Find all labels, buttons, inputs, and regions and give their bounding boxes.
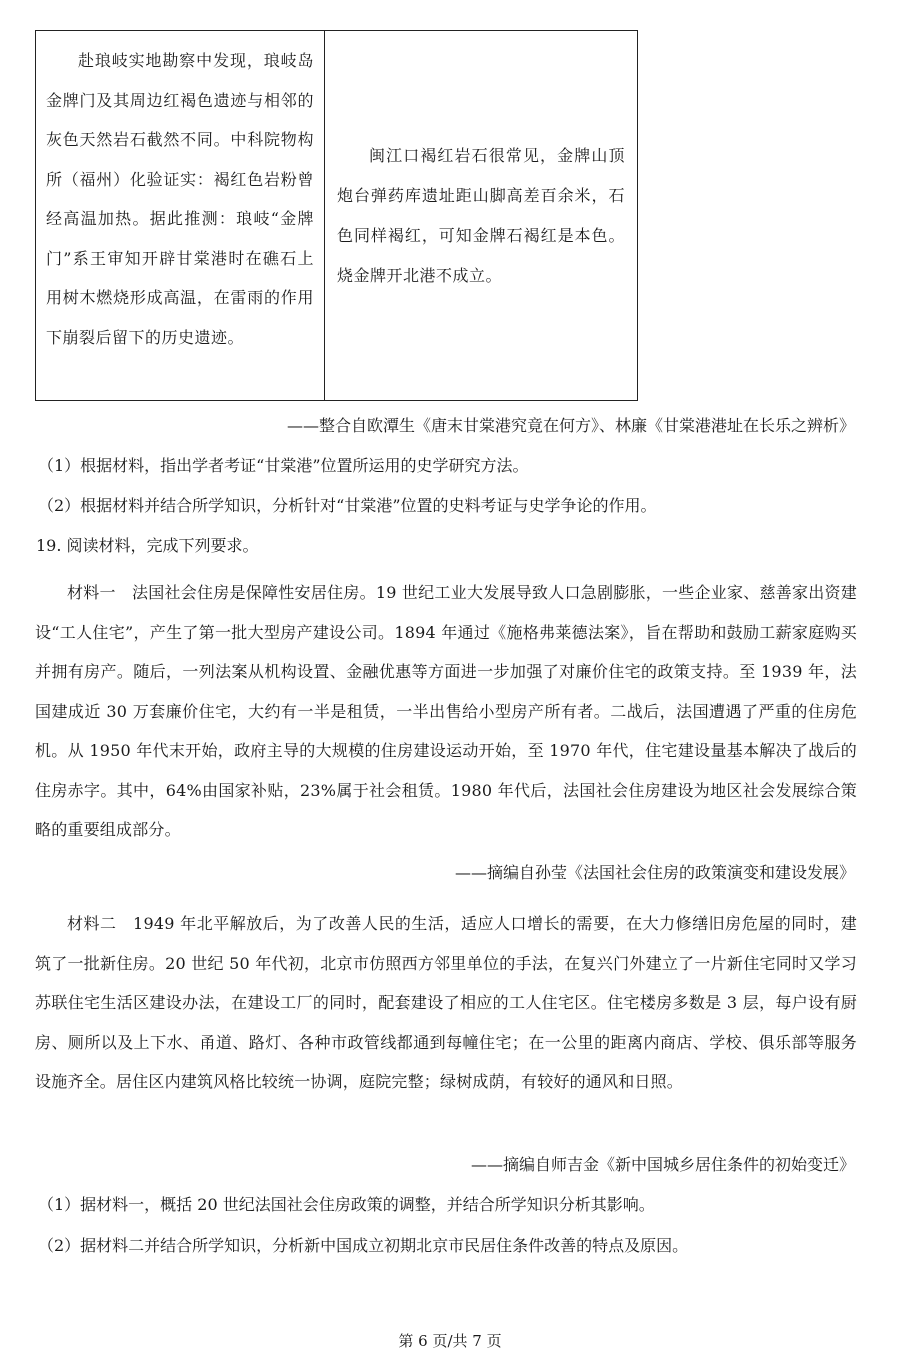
material-1 — [35, 573, 857, 850]
table-left-text: 赴琅岐实地勘察中发现，琅岐岛金牌门及其周边红褐色遗迹与相邻的灰色天然岩石截然不同。中科院物构所（福州）化验证实：褐红色岩粉曾经高温加热。据此推测：琅岐“金牌门”系王审知开辟甘棠港时在礁石上用树木燃烧形成高温，在雷雨的作用下崩裂后留下的历史遗迹。 — [46, 51, 314, 347]
table-right-cell — [325, 31, 637, 400]
source-citation-2: ——摘编自孙莹《法国社会住房的政策演变和建设发展》 — [454, 863, 855, 882]
question-18-1: （1）根据材料，指出学者考证“甘棠港”位置所运用的史学研究方法。 — [38, 456, 529, 475]
material-2-text: 材料二 1949 年北平解放后，为了改善人民的生活，适应人口增长的需要，在大力修缮旧房危屋的同时，建筑了一批新住房。20 世纪 50 年代初，北京市仿照西方邻里单位的手法，在复兴门外建立了一片新住宅同时又学习苏联住宅生活区建设办法，在建设工厂的同时，配套建设了相应的工人住宅区。住宅楼房多数是 3 层，每户设有厨房、厕所以及上下水、甬道、路灯、各种市政管线都通到每幢住宅；在一公里的距离内商店、学校、俱乐部等服务设施齐全。居住区内建筑风格比较统一协调，庭院完整；绿树成荫，有较好的通风和日照。 — [35, 914, 857, 1091]
question-19-2: （2）据材料二并结合所学知识，分析新中国成立初期北京市民居住条件改善的特点及原因。 — [38, 1236, 689, 1255]
question-19-1: （1）据材料一，概括 20 世纪法国社会住房政策的调整，并结合所学知识分析其影响。 — [38, 1195, 655, 1214]
material-2 — [35, 904, 857, 1102]
source-citation-1: ——整合自欧潭生《唐末甘棠港究竟在何方》、林廉《甘棠港港址在长乐之辨析》 — [286, 416, 855, 435]
question-19-title: 19. 阅读材料，完成下列要求。 — [36, 536, 259, 555]
table-right-text: 闽江口褐红岩石很常见，金牌山顶炮台弹药库遗址距山脚高差百余米，石色同样褐红，可知金牌石褐红是本色。烧金牌开北港不成立。 — [337, 145, 625, 285]
comparison-table — [35, 30, 638, 401]
source-citation-3: ——摘编自师吉金《新中国城乡居住条件的初始变迁》 — [470, 1155, 855, 1174]
question-18-2: （2）根据材料并结合所学知识，分析针对“甘棠港”位置的史料考证与史学争论的作用。 — [38, 496, 657, 515]
page-footer: 第 6 页/共 7 页 — [398, 1332, 502, 1350]
material-1-text: 材料一 法国社会住房是保障性安居住房。19 世纪工业大发展导致人口急剧膨胀，一些企业家、慈善家出资建设“工人住宅”，产生了第一批大型房产建设公司。1894 年通过《施格弗莱德法案》，旨在帮助和鼓励工薪家庭购买并拥有房产。随后，一列法案从机构设置、金融优惠等方面进一步加强了对廉价住宅的政策支持。至 1939 年，法国建成近 30 万套廉价住宅，大约有一半是租赁，一半出售给小型房产所有者。二战后，法国遭遇了严重的住房危机。从 1950 年代末开始，政府主导的大规模的住房建设运动开始，至 1970 年代，住宅建设量基本解决了战后的住房赤字。其中，64%由国家补贴，23%属于社会租赁。1980 年代后，法国社会住房建设为地区社会发展综合策略的重要组成部分。 — [35, 583, 857, 839]
table-left-cell — [36, 31, 325, 400]
